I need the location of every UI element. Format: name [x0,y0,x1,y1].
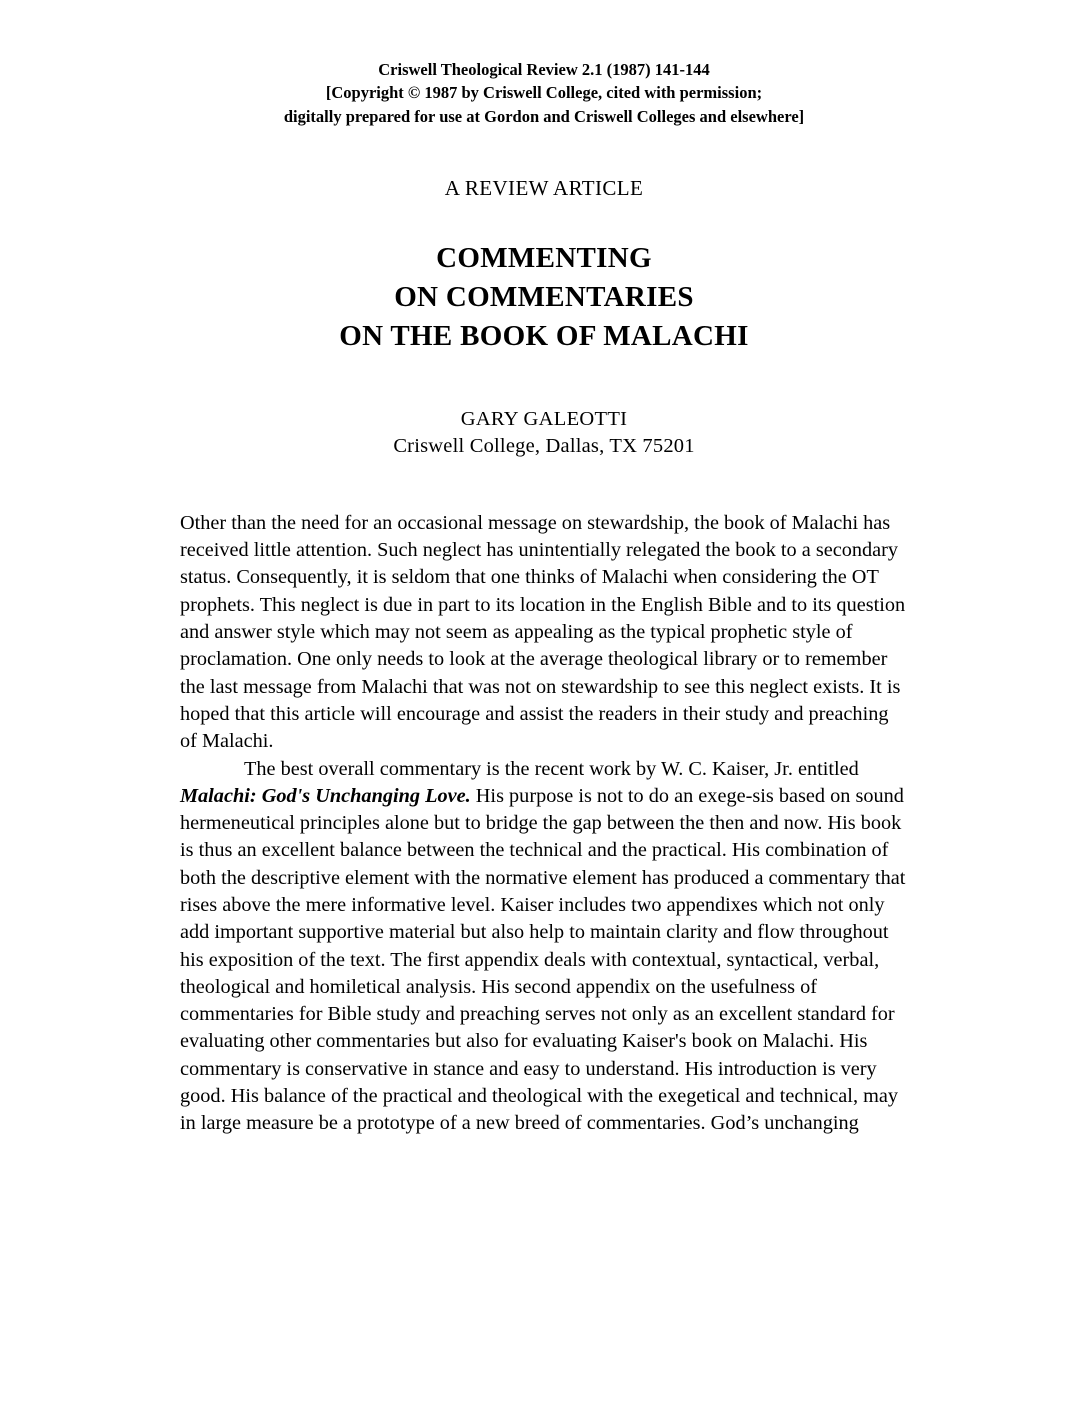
paragraph-2-part-1: The best overall commentary is the recent work by W. C. Kaiser, Jr. entitled [244,757,859,780]
copyright-line-2: digitally prepared for use at Gordon and Criswell Colleges and elsewhere] [283,106,805,126]
title-line-1: COMMENTING [436,242,652,275]
paragraph-1: Other than the need for an occasional message on stewardship, the book of Malachi has received little attention. Such neglect has unintentially relegated the book to a secondary status. Consequently, it is seldom that one thinks of Malachi when considering the OT prophets. This neglect is due in part to its location in the English Bible and to its question and answer style which may not seem as appealing as the typical prophetic style of proclamation. One only needs to look at the average theological library or to remember the last message from Malachi that was not on stewardship to see this neglect exists. It is hoped that this article will encourage and assist the readers in their study and preaching of Malachi. [180,511,906,753]
book-title-emphasis: Malachi: God's Unchanging Love. [180,784,471,807]
page-title [180,239,908,356]
author-affiliation: Criswell College, Dallas, TX 75201 [393,434,695,457]
paragraph-2-part-2: His purpose is not to do an exege-sis based on sound hermeneutical principles alone but to bridge the gap between the then and now. His book is thus an excellent balance between the technical and the practical. His combination of both the descriptive element with the normative element has produced a commentary that rises above the mere informative level. Kaiser includes two appendixes which not only add important supportive material but also help to maintain clarity and flow throughout his exposition of the text. The first appendix deals with contextual, syntactical, verbal, theological and homiletical analysis. His second appendix on the usefulness of commentaries for Bible study and preaching serves not only as an excellent standard for evaluating other commentaries but also for evaluating Kaiser's book on Malachi. His commentary is conservative in stance and easy to understand. His introduction is very good. His balance of the practical and theological with the exegetical and technical, may in large measure be a prototype of a new breed of commentaries. God’s unchanging [180,784,906,1135]
journal-header [180,58,908,128]
copyright-line-1: [Copyright © 1987 by Criswell College, cited with permission; [325,83,763,103]
title-line-2: ON COMMENTARIES [394,281,694,314]
article-kicker: A REVIEW ARTICLE [444,176,644,201]
article-body [180,510,908,1138]
title-line-3: ON THE BOOK OF MALACHI [339,319,749,352]
author-name: GARY GALEOTTI [460,407,628,430]
journal-citation: Criswell Theological Review 2.1 (1987) 141-144 [378,60,710,79]
paragraph-2 [180,756,908,1138]
